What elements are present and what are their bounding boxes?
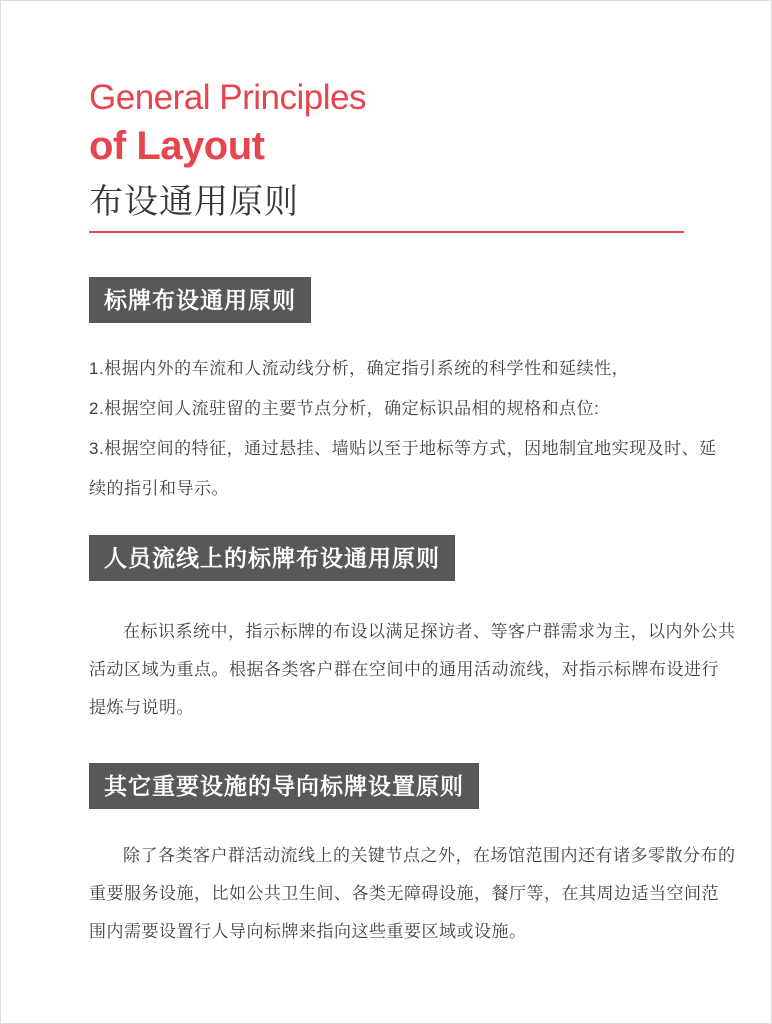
section-pedestrian-flow <box>89 509 736 727</box>
section-heading-badge: 人员流线上的标牌布设通用原则 <box>89 535 455 581</box>
page-title-en-line2: of Layout <box>89 124 265 168</box>
page-header <box>89 77 684 233</box>
section-body-list <box>89 349 717 509</box>
list-item: 3.根据空间的特征，通过悬挂、墙贴以至于地标等方式，因地制宜地实现及时、延 <box>89 439 717 458</box>
list-item: 1.根据内外的车流和人流动线分析，确定指引系统的科学性和延续性， <box>89 359 630 378</box>
section-other-facilities <box>89 727 736 951</box>
paragraph-line: 活动区域为重点。根据各类客户群在空间中的通用活动流线，对指示标牌布设进行 <box>89 660 719 679</box>
page-title-en-line1: General Principles <box>89 78 366 117</box>
section-body-paragraph <box>89 837 736 951</box>
page-title-zh: 布设通用原则 <box>89 183 299 221</box>
paragraph-line: 重要服务设施，比如公共卫生间、各类无障碍设施，餐厅等，在其周边适当空间范 <box>89 884 719 903</box>
paragraph-line: 除了各类客户群活动流线上的关键节点之外，在场馆范围内还有诸多零散分布的 <box>123 846 736 865</box>
page-content <box>1 1 771 951</box>
paragraph-line: 在标识系统中，指示标牌的布设以满足探访者、等客户群需求为主，以内外公共 <box>123 622 736 641</box>
list-item: 2.根据空间人流驻留的主要节点分析，确定标识品相的规格和点位: <box>89 399 600 418</box>
section-heading-badge: 标牌布设通用原则 <box>89 277 311 323</box>
section-heading-badge: 其它重要设施的导向标牌设置原则 <box>89 763 479 809</box>
list-item-wrap: 续的指引和导示。 <box>89 479 229 498</box>
paragraph-line: 围内需要设置行人导向标牌来指向这些重要区域或设施。 <box>89 922 527 941</box>
paragraph-line: 提炼与说明。 <box>89 698 194 717</box>
section-general-sign-layout <box>89 233 717 509</box>
section-body-paragraph <box>89 613 736 727</box>
